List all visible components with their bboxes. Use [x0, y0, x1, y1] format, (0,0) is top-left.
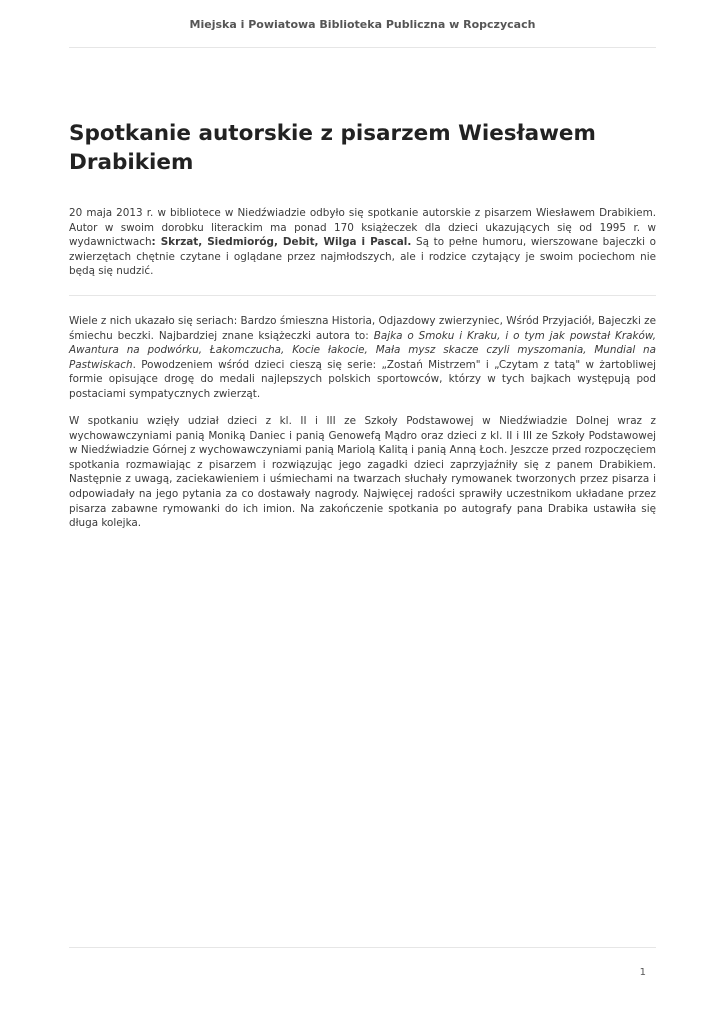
paragraph-text: . Powodzeniem wśród dzieci cieszą się serie: „Zostań Mistrzem" i „Czytam z tatą" w żartobliwej formie opisujące drogę do medali najlepszych polskich sportowców, którzy w tych bajkach występują pod postaciami sympatycznych zwierząt.	[69, 358, 656, 400]
footer-divider	[69, 947, 656, 948]
paragraph-text: Są to pełne humoru, wierszowane bajeczki o zwierzętach chętnie czytane i oglądane przez najmłodszych, ale i rodzice czytający je swoim pociechom nie będą się nudzić.	[69, 236, 656, 278]
header-divider	[69, 47, 656, 48]
section-divider	[69, 295, 656, 296]
publishers-list: : Skrzat, Siedmioróg, Debit, Wilga i Pascal.	[151, 236, 412, 249]
article-paragraph-3: W spotkaniu wzięły udział dzieci z kl. II i III ze Szkoły Podstawowej w Niedźwiadzie Dolnej wraz z wychowawczyniami panią Moniką Daniec i panią Genowefą Mądro oraz dzieci z kl. II i III ze Szkoły Podstawowej w Niedźwiadzie Górnej z wychowawczyniami panią Mariolą Kalitą i panią Anną Łoch. Jeszcze przed rozpoczęciem spotkania rozmawiając z pisarzem i rozwiązując jego zagadki dzieci zaprzyjaźniły się z panem Drabikiem. Następnie z uwagą, zaciekawieniem i uśmiechami na twarzach słuchały rymowanek tworzonych przez pisarza i odpowiadały na jego pytania za co dostawały nagrody. Najwięcej radości sprawiły uczestnikom układane przez pisarza zabawne rymowanki do ich imion. Na zakończenie spotkania po autografy pana Drabika ustawiła się długa kolejka.	[69, 415, 656, 530]
paragraph-text: Wiele z nich ukazało się seriach: Bardzo śmieszna Historia, Odjazdowy zwierzyniec, Wśród Przyjaciół, Bajeczki ze śmiechu beczki. Najbardziej znane książeczki autora to:	[69, 315, 656, 342]
article-title: Spotkanie autorskie z pisarzem Wiesławem Drabikiem	[69, 121, 596, 175]
article-paragraph-1	[69, 206, 656, 279]
paragraph-text: 20 maja 2013 r. w bibliotece w Niedźwiadzie odbyło się spotkanie autorskie z pisarzem Wiesławem Drabikiem. Autor w swoim dorobku literackim ma ponad 170 książeczek dla dzieci ukazujących się od 1995 r. w wydawnictwach	[69, 207, 656, 249]
article-paragraph-2	[69, 314, 656, 402]
book-titles: Bajka o Smoku i Kraku, i o tym jak powstał Kraków, Awantura na podwórku, Łakomczucha, Kocie łakocie, Mała mysz skacze czyli myszomania, Mundial na Pastwiskach	[69, 329, 656, 371]
site-header: Miejska i Powiatowa Biblioteka Publiczna w Ropczycach	[189, 18, 536, 31]
page-number: 1	[639, 967, 646, 978]
